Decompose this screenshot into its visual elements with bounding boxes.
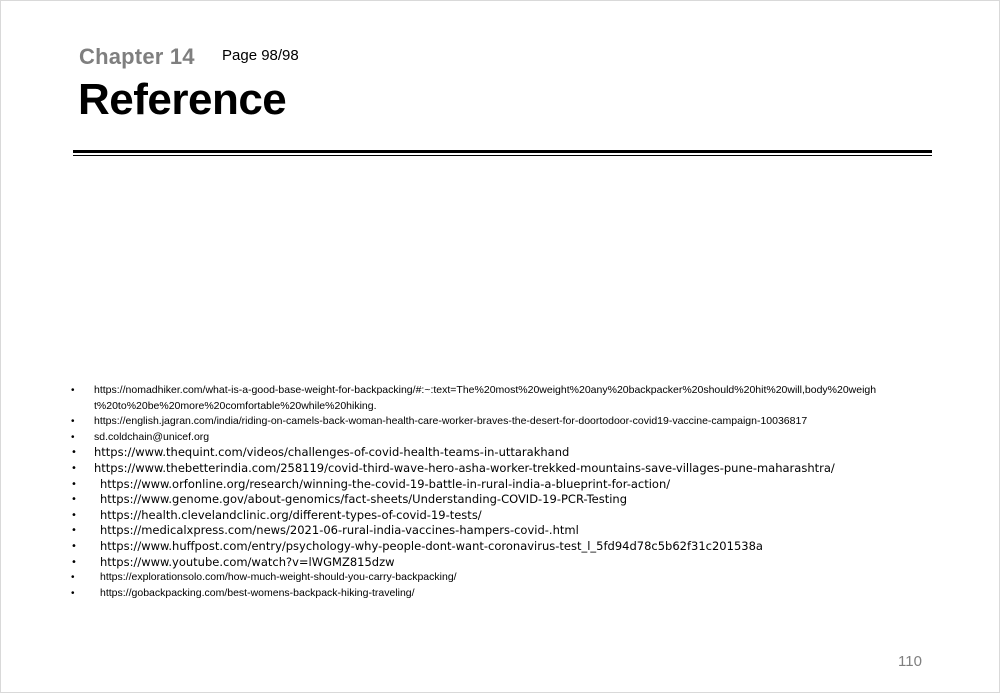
bullet-icon: • [71,587,75,599]
reference-email[interactable]: sd.coldchain@unicef.org [94,430,210,443]
bullet-icon: • [71,431,75,443]
title-rule-thick [73,150,932,153]
reference-item [65,492,885,508]
reference-link[interactable]: https://www.huffpost.com/entry/psychology-why-people-dont-want-coronavirus-test_l_5fd94d78c5b62f31c201538a [100,538,763,553]
reference-item [65,539,885,555]
reference-item [65,570,885,586]
bullet-icon: • [71,447,77,459]
reference-link[interactable]: https://www.thequint.com/videos/challenges-of-covid-health-teams-in-uttarakhand [94,445,570,460]
bullet-icon: • [71,525,77,537]
reference-item [65,477,885,493]
bullet-icon: • [71,462,77,474]
page-indicator: Page 98/98 [222,47,299,64]
reference-item [65,383,885,414]
reference-item [65,445,885,461]
reference-item [65,508,885,524]
reference-item [65,586,885,602]
title-rule-thin [73,155,932,156]
reference-item [65,414,885,430]
reference-item [65,461,885,477]
reference-list [65,383,885,601]
reference-item [65,523,885,539]
footer-page-number: 110 [898,653,922,670]
reference-item [65,555,885,571]
page-title: Reference [78,75,287,124]
bullet-icon: • [71,540,77,552]
reference-link[interactable]: https://www.genome.gov/about-genomics/fact-sheets/Understanding-COVID-19-PCR-Testing [100,492,628,507]
reference-link[interactable]: https://gobackpacking.com/best-womens-backpack-hiking-traveling/ [100,586,415,599]
bullet-icon: • [71,478,77,490]
reference-link[interactable]: https://www.youtube.com/watch?v=lWGMZ815dzw [100,554,395,569]
bullet-icon: • [71,572,75,584]
reference-link[interactable]: https://nomadhiker.com/what-is-a-good-base-weight-for-backpacking/#:~:text=The%20most%20weight%20any%20backpacker%20should%20hit%20will,body%20weight%20to%20be%20more%20comfortable%20while%20hiking. [94,384,877,412]
reference-link[interactable]: https://www.orfonline.org/research/winning-the-covid-19-battle-in-rural-india-a-blueprint-for-action/ [100,476,671,491]
bullet-icon: • [71,494,77,506]
reference-link[interactable]: https://english.jagran.com/india/riding-on-camels-back-woman-health-care-worker-braves-the-desert-for-doortodoor-covid19-vaccine-campaign-10036817 [94,415,808,428]
reference-item [65,430,885,446]
bullet-icon: • [71,385,75,396]
reference-link[interactable]: https://explorationsolo.com/how-much-weight-should-you-carry-backpacking/ [100,571,457,584]
reference-link[interactable]: https://medicalxpress.com/news/2021-06-rural-india-vaccines-hampers-covid-.html [100,523,579,538]
reference-link[interactable]: https://health.clevelandclinic.org/different-types-of-covid-19-tests/ [100,507,482,522]
chapter-label: Chapter 14 [79,44,195,69]
reference-link[interactable]: https://www.thebetterindia.com/258119/covid-third-wave-hero-asha-worker-trekked-mountains-save-villages-pune-maharashtra/ [94,460,835,475]
bullet-icon: • [71,509,77,521]
bullet-icon: • [71,416,75,428]
bullet-icon: • [71,556,77,568]
